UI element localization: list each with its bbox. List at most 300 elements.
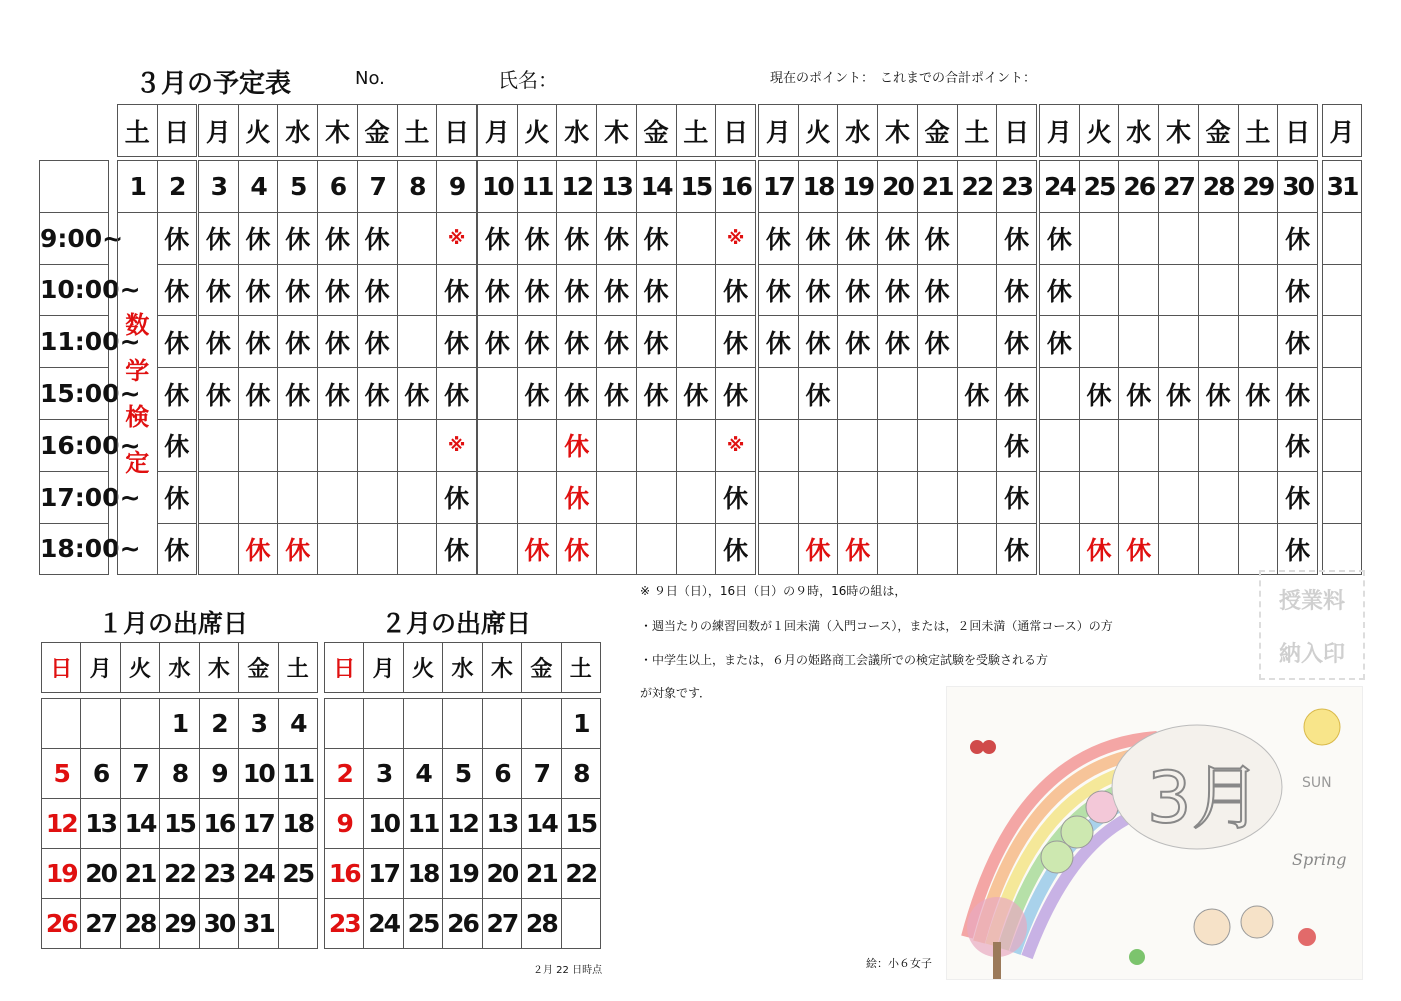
- calendar-day: 7: [120, 749, 159, 799]
- closed-mark: 休: [759, 212, 799, 264]
- closed-mark-red: 休: [557, 419, 597, 471]
- closed-mark: 休: [357, 264, 397, 316]
- weekday-header: 水: [557, 105, 597, 157]
- weekday-header: 土: [561, 643, 600, 693]
- schedule-cell: [278, 471, 318, 523]
- closed-mark: 休: [1040, 212, 1080, 264]
- schedule-cell: [1238, 212, 1278, 264]
- calendar-day: 3: [239, 699, 278, 749]
- calendar-day: 2: [199, 699, 238, 749]
- calendar-day: 22: [160, 849, 199, 899]
- date-cell: 5: [278, 161, 318, 213]
- closed-mark-red: 休: [1079, 523, 1119, 575]
- schedule-cell: [238, 471, 278, 523]
- closed-mark: 休: [238, 368, 278, 420]
- closed-mark: 休: [478, 316, 518, 368]
- weekday-header: 金: [239, 643, 278, 693]
- schedule-week-block: [198, 160, 477, 575]
- calendar-day: 25: [278, 849, 317, 899]
- closed-mark: 休: [597, 264, 637, 316]
- closed-mark: 休: [1040, 264, 1080, 316]
- schedule-cell: [1040, 368, 1080, 420]
- schedule-cell: [1323, 316, 1362, 368]
- schedule-cell: [1323, 264, 1362, 316]
- drawing-month-text: 3月: [1147, 757, 1262, 839]
- calendar-day: 7: [522, 749, 561, 799]
- schedule-cell: [878, 471, 918, 523]
- calendar-day: [325, 699, 364, 749]
- schedule-cell: [517, 471, 557, 523]
- schedule-cell: [318, 523, 358, 575]
- schedule-cell: [759, 368, 799, 420]
- schedule-cell: [917, 368, 957, 420]
- weekday-header: 日: [716, 105, 756, 157]
- closed-mark: 休: [838, 316, 878, 368]
- january-title: １月の出席日: [98, 609, 249, 638]
- schedule-cell: [1198, 523, 1238, 575]
- calendar-day: 27: [81, 899, 120, 949]
- closed-mark: 休: [917, 212, 957, 264]
- closed-mark: 休: [878, 212, 918, 264]
- special-mark: ※: [716, 419, 756, 471]
- closed-mark: 休: [199, 264, 239, 316]
- closed-mark: 休: [318, 316, 358, 368]
- schedule-week-block: [477, 160, 756, 575]
- schedule-cell: [1119, 316, 1159, 368]
- drawing-spring-text: Spring: [1292, 850, 1347, 869]
- closed-mark: 休: [997, 264, 1037, 316]
- weekday-header: 水: [838, 105, 878, 157]
- schedule-cell: [199, 471, 239, 523]
- spring-drawing: [946, 686, 1363, 980]
- weekday-header: 木: [482, 643, 521, 693]
- closed-mark: 休: [517, 316, 557, 368]
- schedule-cell: [1040, 419, 1080, 471]
- schedule-cell: [957, 419, 997, 471]
- weekday-header: 土: [1238, 105, 1278, 157]
- stamp-line-2: 納入印: [1278, 642, 1345, 667]
- schedule-cell: [1238, 471, 1278, 523]
- schedule-cell: [1079, 264, 1119, 316]
- schedule-cell: [357, 419, 397, 471]
- closed-mark: 休: [1079, 368, 1119, 420]
- weekday-header: 水: [443, 643, 482, 693]
- calendar-day: 3: [364, 749, 403, 799]
- schedule-cell: [838, 368, 878, 420]
- closed-mark: 休: [318, 368, 358, 420]
- date-cell: 17: [759, 161, 799, 213]
- date-cell: 30: [1278, 161, 1318, 213]
- note-line-2: ・週当たりの練習回数が１回未満（入門コース），または，２回未満（通常コース）の方: [640, 619, 1113, 633]
- date-cell: 22: [957, 161, 997, 213]
- calendar-day: 10: [364, 799, 403, 849]
- closed-mark: 休: [1119, 368, 1159, 420]
- closed-mark: 休: [478, 212, 518, 264]
- calendar-day: [403, 699, 442, 749]
- schedule-cell: [676, 316, 716, 368]
- schedule-cell: [1323, 419, 1362, 471]
- time-slot: 15:00~: [40, 368, 109, 420]
- closed-mark: 休: [357, 368, 397, 420]
- weekday-header: 日: [437, 105, 477, 157]
- closed-mark: 休: [759, 316, 799, 368]
- weekday-header: 金: [1198, 105, 1238, 157]
- schedule-cell: [1119, 419, 1159, 471]
- closed-mark: 休: [557, 316, 597, 368]
- weekday-header: 土: [676, 105, 716, 157]
- date-cell: 7: [357, 161, 397, 213]
- date-cell: 20: [878, 161, 918, 213]
- weekday-header: 土: [397, 105, 437, 157]
- closed-mark: 休: [878, 316, 918, 368]
- schedule-cell: [1198, 316, 1238, 368]
- calendar-day: 25: [403, 899, 442, 949]
- weekday-header: 月: [364, 643, 403, 693]
- schedule-cell: [1040, 471, 1080, 523]
- closed-mark: 休: [437, 316, 477, 368]
- time-header-blank: [40, 161, 109, 213]
- schedule-cell: [759, 471, 799, 523]
- calendar-day: 4: [403, 749, 442, 799]
- tuition-stamp-box: [1259, 570, 1365, 680]
- calendar-day: 30: [199, 899, 238, 949]
- total-points-label: これまでの合計ポイント：: [880, 71, 1037, 86]
- calendar-day: 24: [364, 899, 403, 949]
- as-of-date: ２月 22 日時点: [533, 965, 603, 976]
- schedule-cell: [917, 419, 957, 471]
- closed-mark: 休: [199, 368, 239, 420]
- closed-mark: 休: [437, 523, 477, 575]
- schedule-week-block: [117, 160, 197, 575]
- closed-mark: 休: [517, 212, 557, 264]
- note-line-4: が対象です．: [640, 686, 712, 700]
- weekday-header: 金: [522, 643, 561, 693]
- closed-mark: 休: [997, 316, 1037, 368]
- weekday-header: 火: [238, 105, 278, 157]
- weekday-header: 月: [81, 643, 120, 693]
- calendar-day: 14: [522, 799, 561, 849]
- calendar-day: [561, 899, 600, 949]
- schedule-week-block: [1322, 160, 1362, 575]
- closed-mark: 休: [798, 316, 838, 368]
- calendar-day: 5: [443, 749, 482, 799]
- schedule-cell: [917, 523, 957, 575]
- schedule-cell: [1079, 212, 1119, 264]
- calendar-day: 15: [561, 799, 600, 849]
- closed-mark-red: 休: [838, 523, 878, 575]
- calendar-day: [81, 699, 120, 749]
- calendar-day: [443, 699, 482, 749]
- calendar-day: [482, 699, 521, 749]
- calendar-day: 24: [239, 849, 278, 899]
- schedule-cell: [318, 471, 358, 523]
- date-cell: 31: [1323, 161, 1362, 213]
- calendar-day: 8: [561, 749, 600, 799]
- schedule-cell: [278, 419, 318, 471]
- calendar-day: 11: [403, 799, 442, 849]
- closed-mark: 休: [917, 264, 957, 316]
- closed-mark: 休: [798, 264, 838, 316]
- calendar-day: 8: [160, 749, 199, 799]
- drawing-sun-text: SUN: [1302, 775, 1332, 791]
- calendar-day: 20: [81, 849, 120, 899]
- schedule-cell: [798, 419, 838, 471]
- closed-mark: 休: [1278, 264, 1318, 316]
- february-title: ２月の出席日: [381, 609, 532, 638]
- calendar-day: 13: [482, 799, 521, 849]
- date-cell: 18: [798, 161, 838, 213]
- weekday-header: 日: [157, 105, 197, 157]
- math-exam-cell: [118, 212, 158, 575]
- calendar-day: 17: [364, 849, 403, 899]
- closed-mark: 休: [957, 368, 997, 420]
- schedule-cell: [397, 212, 437, 264]
- closed-mark-red: 休: [278, 523, 318, 575]
- schedule-cell: [1079, 316, 1119, 368]
- schedule-cell: [357, 523, 397, 575]
- calendar-day: 23: [325, 899, 364, 949]
- page-title: ３月の予定表: [135, 69, 292, 99]
- weekday-header: 土: [118, 105, 158, 157]
- schedule-cell: [878, 368, 918, 420]
- calendar-day: 4: [278, 699, 317, 749]
- weekday-header: 日: [42, 643, 81, 693]
- math-exam-label: 数 学 検 定: [125, 310, 150, 477]
- closed-mark: 休: [716, 264, 756, 316]
- date-cell: 25: [1079, 161, 1119, 213]
- date-cell: 1: [118, 161, 158, 213]
- closed-mark: 休: [759, 264, 799, 316]
- schedule-cell: [1159, 419, 1199, 471]
- schedule-cell: [1119, 471, 1159, 523]
- schedule-cell: [759, 523, 799, 575]
- closed-mark: 休: [278, 212, 318, 264]
- schedule-cell: [1198, 471, 1238, 523]
- closed-mark: 休: [1278, 523, 1318, 575]
- calendar-day: 29: [160, 899, 199, 949]
- closed-mark: 休: [798, 368, 838, 420]
- schedule-cell: [917, 471, 957, 523]
- schedule-cell: [1198, 419, 1238, 471]
- calendar-day: 23: [199, 849, 238, 899]
- weekday-header-row: [758, 104, 1037, 157]
- date-cell: 24: [1040, 161, 1080, 213]
- schedule-cell: [957, 264, 997, 316]
- closed-mark: 休: [318, 264, 358, 316]
- schedule-cell: [318, 419, 358, 471]
- closed-mark: 休: [157, 264, 197, 316]
- calendar-day: 1: [160, 699, 199, 749]
- calendar-day: 1: [561, 699, 600, 749]
- weekday-header-row: [117, 104, 197, 157]
- schedule-cell: [597, 419, 637, 471]
- schedule-cell: [1159, 471, 1199, 523]
- schedule-cell: [238, 419, 278, 471]
- closed-mark: 休: [238, 264, 278, 316]
- schedule-cell: [798, 471, 838, 523]
- special-mark: ※: [437, 419, 477, 471]
- closed-mark: 休: [716, 316, 756, 368]
- date-cell: 12: [557, 161, 597, 213]
- schedule-cell: [1198, 212, 1238, 264]
- no-label: No.: [355, 68, 385, 89]
- schedule-cell: [397, 523, 437, 575]
- january-dates-grid: [41, 698, 318, 949]
- calendar-day: 18: [278, 799, 317, 849]
- closed-mark: 休: [278, 316, 318, 368]
- february-weekday-row: [324, 642, 601, 693]
- weekday-header: 日: [997, 105, 1037, 157]
- schedule-cell: [878, 523, 918, 575]
- schedule-cell: [478, 368, 518, 420]
- closed-mark: 休: [1278, 212, 1318, 264]
- calendar-day: 21: [522, 849, 561, 899]
- closed-mark: 休: [1040, 316, 1080, 368]
- closed-mark: 休: [517, 368, 557, 420]
- schedule-cell: [1323, 523, 1362, 575]
- calendar-day: 26: [42, 899, 81, 949]
- closed-mark: 休: [157, 212, 197, 264]
- closed-mark: 休: [1278, 368, 1318, 420]
- weekday-header: 木: [318, 105, 358, 157]
- closed-mark: 休: [838, 212, 878, 264]
- closed-mark: 休: [716, 471, 756, 523]
- date-cell: 21: [917, 161, 957, 213]
- calendar-day: 12: [443, 799, 482, 849]
- calendar-day: 15: [160, 799, 199, 849]
- closed-mark: 休: [437, 368, 477, 420]
- closed-mark: 休: [557, 368, 597, 420]
- closed-mark: 休: [278, 368, 318, 420]
- schedule-cell: [838, 419, 878, 471]
- closed-mark-red: 休: [557, 523, 597, 575]
- date-cell: 16: [716, 161, 756, 213]
- time-slot: 16:00~: [40, 419, 109, 471]
- special-mark: ※: [716, 212, 756, 264]
- weekday-header: 月: [478, 105, 518, 157]
- calendar-day: 18: [403, 849, 442, 899]
- artist-credit: 絵：小６女子: [866, 957, 932, 970]
- closed-mark: 休: [716, 523, 756, 575]
- closed-mark: 休: [636, 212, 676, 264]
- schedule-cell: [636, 471, 676, 523]
- closed-mark: 休: [437, 264, 477, 316]
- note-line-1: ※ ９日（日），16日（日）の９時，16時の組は，: [640, 584, 907, 598]
- schedule-cell: [597, 523, 637, 575]
- schedule-cell: [1238, 523, 1278, 575]
- schedule-cell: [397, 316, 437, 368]
- date-cell: 29: [1238, 161, 1278, 213]
- calendar-day: 6: [482, 749, 521, 799]
- closed-mark: 休: [878, 264, 918, 316]
- closed-mark: 休: [597, 368, 637, 420]
- closed-mark: 休: [557, 212, 597, 264]
- schedule-cell: [517, 419, 557, 471]
- date-cell: 28: [1198, 161, 1238, 213]
- closed-mark-red: 休: [557, 471, 597, 523]
- schedule-cell: [636, 419, 676, 471]
- closed-mark: 休: [157, 419, 197, 471]
- schedule-cell: [1159, 523, 1199, 575]
- weekday-header: 木: [878, 105, 918, 157]
- time-slot: 18:00~: [40, 523, 109, 575]
- weekday-header: 土: [278, 643, 317, 693]
- weekday-header-row: [1039, 104, 1318, 157]
- points-label: 現在のポイント：: [770, 71, 875, 86]
- schedule-cell: [1079, 471, 1119, 523]
- closed-mark: 休: [1198, 368, 1238, 420]
- schedule-cell: [478, 471, 518, 523]
- date-cell: 3: [199, 161, 239, 213]
- weekday-header: 日: [1278, 105, 1318, 157]
- weekday-header: 火: [1079, 105, 1119, 157]
- calendar-day: [120, 699, 159, 749]
- weekday-header: 月: [759, 105, 799, 157]
- weekday-header: 火: [517, 105, 557, 157]
- date-cell: 10: [478, 161, 518, 213]
- schedule-cell: [1040, 523, 1080, 575]
- calendar-day: 22: [561, 849, 600, 899]
- weekday-header-row: [198, 104, 477, 157]
- schedule-cell: [1323, 471, 1362, 523]
- weekday-header: 火: [403, 643, 442, 693]
- schedule-cell: [957, 212, 997, 264]
- closed-mark: 休: [997, 523, 1037, 575]
- closed-mark: 休: [636, 316, 676, 368]
- date-cell: 4: [238, 161, 278, 213]
- schedule-cell: [1238, 419, 1278, 471]
- weekday-header: 木: [199, 643, 238, 693]
- closed-mark: 休: [157, 523, 197, 575]
- schedule-cell: [397, 264, 437, 316]
- schedule-cell: [597, 471, 637, 523]
- weekday-header: 日: [325, 643, 364, 693]
- closed-mark: 休: [437, 471, 477, 523]
- closed-mark-red: 休: [238, 523, 278, 575]
- closed-mark: 休: [238, 316, 278, 368]
- date-cell: 27: [1159, 161, 1199, 213]
- closed-mark: 休: [716, 368, 756, 420]
- date-cell: 15: [676, 161, 716, 213]
- closed-mark: 休: [1278, 419, 1318, 471]
- schedule-cell: [1159, 316, 1199, 368]
- closed-mark: 休: [278, 264, 318, 316]
- weekday-header: 火: [120, 643, 159, 693]
- closed-mark: 休: [357, 212, 397, 264]
- weekday-header: 月: [199, 105, 239, 157]
- closed-mark: 休: [597, 212, 637, 264]
- closed-mark: 休: [397, 368, 437, 420]
- weekday-header: 水: [278, 105, 318, 157]
- special-mark: ※: [437, 212, 477, 264]
- schedule-cell: [1238, 316, 1278, 368]
- closed-mark: 休: [238, 212, 278, 264]
- time-slot: 10:00~: [40, 264, 109, 316]
- schedule-cell: [676, 523, 716, 575]
- calendar-day: 11: [278, 749, 317, 799]
- weekday-header: 金: [357, 105, 397, 157]
- calendar-day: [364, 699, 403, 749]
- closed-mark: 休: [557, 264, 597, 316]
- closed-mark: 休: [997, 419, 1037, 471]
- closed-mark: 休: [1238, 368, 1278, 420]
- closed-mark: 休: [478, 264, 518, 316]
- date-cell: 9: [437, 161, 477, 213]
- calendar-day: 28: [120, 899, 159, 949]
- schedule-cell: [957, 316, 997, 368]
- weekday-header: 月: [1040, 105, 1080, 157]
- closed-mark: 休: [798, 212, 838, 264]
